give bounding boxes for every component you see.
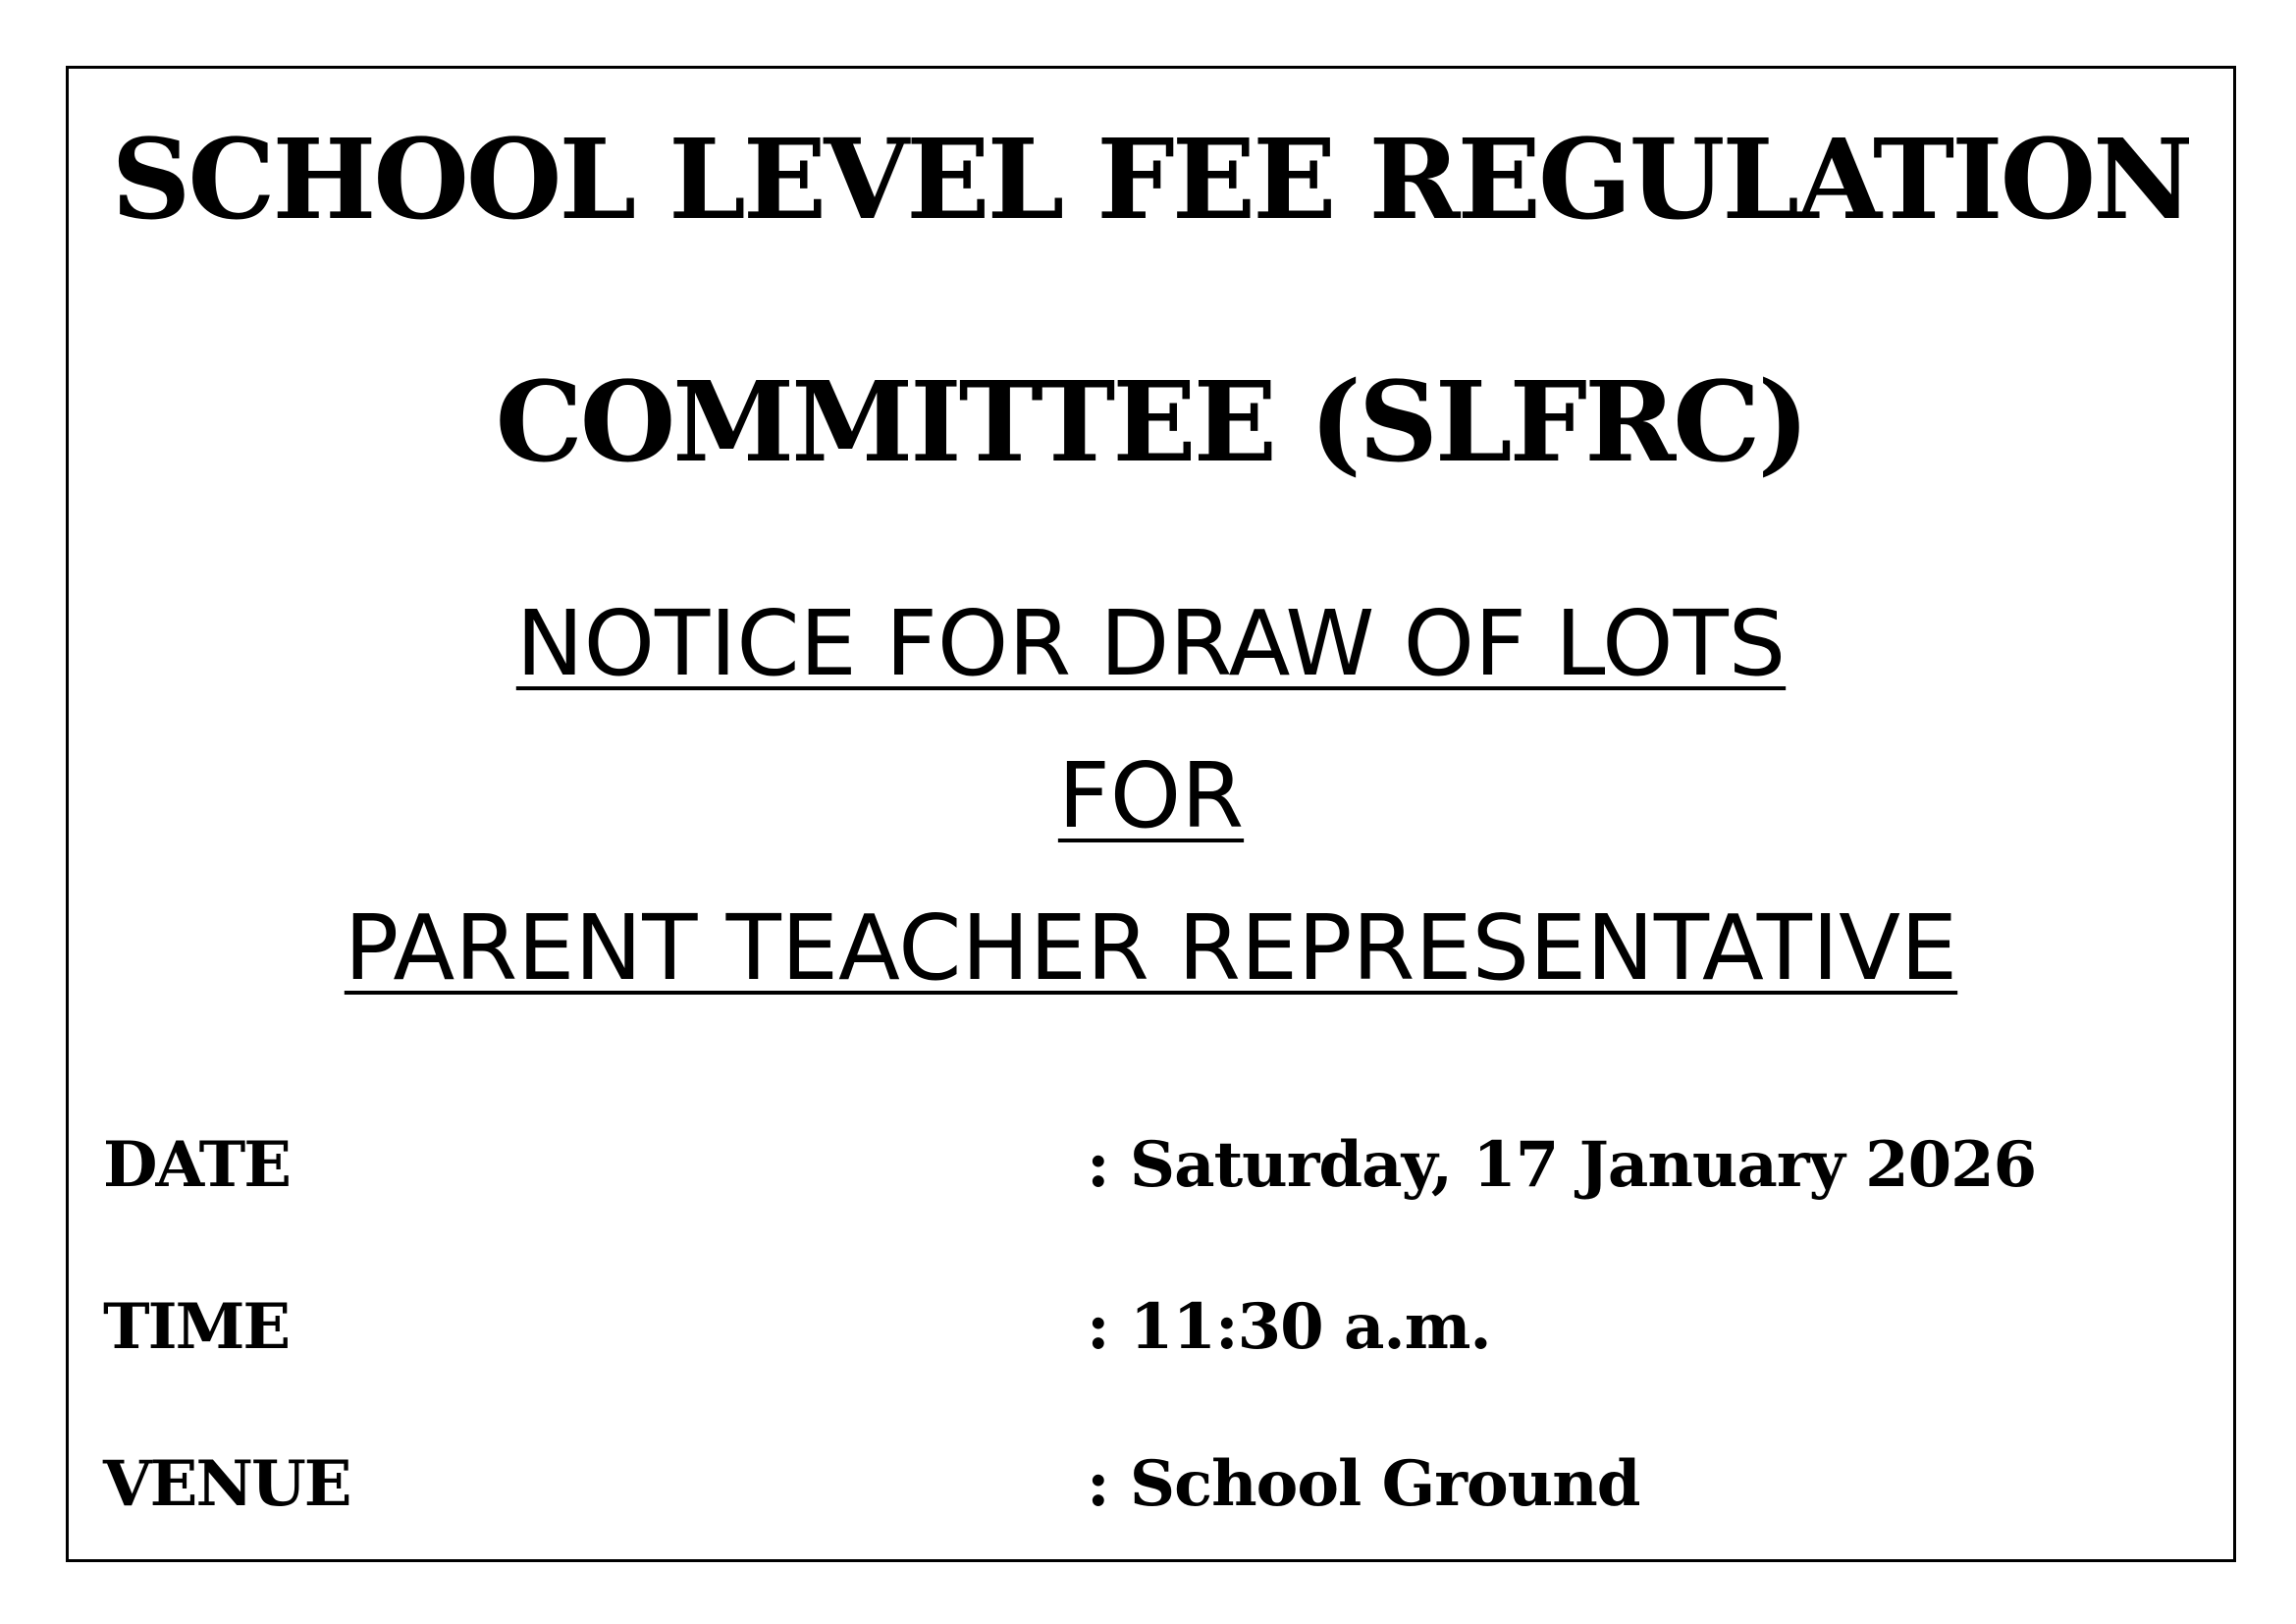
- notice-frame: [66, 66, 2236, 1562]
- date-value: : Saturday, 17 January 2026: [1087, 1128, 2037, 1202]
- time-value: : 11:30 a.m.: [1087, 1290, 1491, 1364]
- venue-value: : School Ground: [1087, 1447, 1640, 1521]
- date-label: DATE: [103, 1128, 291, 1202]
- subtitle-line-3-wrapper: [69, 895, 2233, 1001]
- venue-label: VENUE: [103, 1447, 350, 1521]
- venue-row: [69, 1447, 2233, 1542]
- subtitle-line-1-wrapper: [69, 591, 2233, 696]
- subtitle-line-2-wrapper: [69, 743, 2233, 848]
- time-label: TIME: [103, 1290, 290, 1364]
- subtitle-line-1: NOTICE FOR DRAW OF LOTS: [515, 591, 1787, 696]
- subtitle-line-2: FOR: [1057, 743, 1245, 848]
- title-line-1: SCHOOL LEVEL FEE REGULATION: [111, 116, 2191, 244]
- time-row: [69, 1290, 2233, 1384]
- date-row: [69, 1128, 2233, 1222]
- subtitle-line-3: PARENT TEACHER REPRESENTATIVE: [344, 895, 1958, 1001]
- title-line-2: COMMITTEE (SLFRC): [495, 358, 1807, 487]
